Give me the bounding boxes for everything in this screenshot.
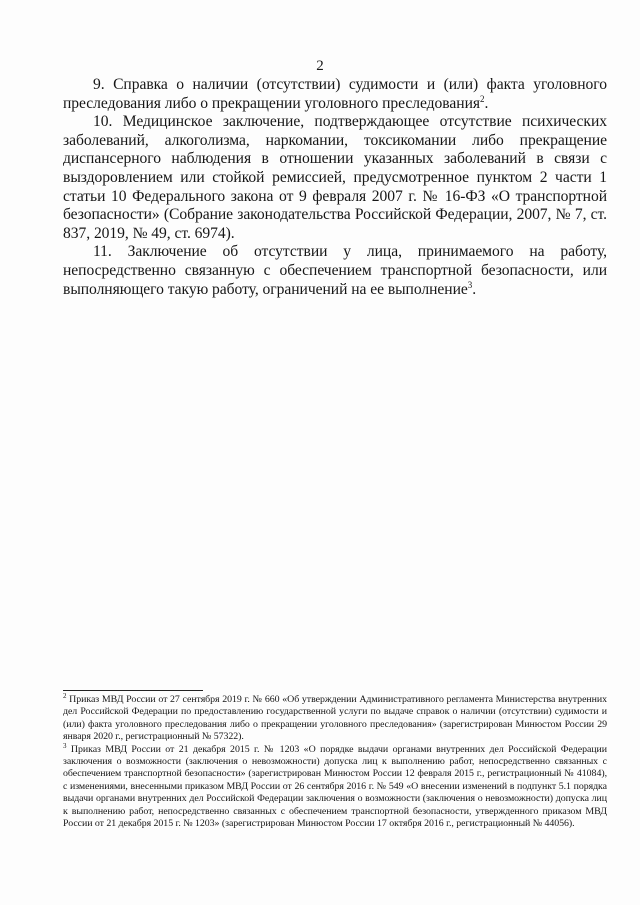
paragraph-item-11: 11. Заключение об отсутствии у лица, принимаемого на работу, непосредственно связанную с обеспечением транспортной безопасности, или выполняющего такую работу, ограничений на ее выполнение$^3$. (63, 243, 607, 298)
paragraph-item-9: 9. Справка о наличии (отсутствии) судимости и (или) факта уголовного преследования либо о прекращении уголовного преследования$^2$. (63, 76, 607, 112)
footnote-text: Приказ МВД России от 21 декабря 2015 г. № 1203 «О порядке выдачи органами внутренних дел Российской Федерации заключения о возможности (заключения о невозможности) допуска лиц к выполнению работ, непосредственно связанных с обеспечением транспортной безопасности» (зарегистрирован Минюстом России 12 февраля 2015 г., регистрационный № 41084), с изменениями, внесенными приказом МВД России от 26 сентября 2016 г. № 549 «О внесении изменений в подпункт 5.1 порядка выдачи органами внутренних дел Российской Федерации заключения о возможности (заключения о невозможности) допуска лиц к выполнению работ, непосредственно связанных с обеспечением транспортной безопасности, утвержденного приказом МВД России от 21 декабря 2015 г. № 1203» (зарегистрирован Минюстом России 17 октября 2016 г., регистрационный № 44056). (63, 743, 607, 830)
paragraph-item-10 (63, 113, 607, 243)
footnote-divider (63, 690, 203, 691)
footnote-reference: 2 (480, 93, 485, 104)
paragraph-text: 10. Медицинское заключение, подтверждающее отсутствие психических заболеваний, алкоголизма, наркомании, токсикомании либо прекращение диспансерного наблюдения в отношении указанных заболеваний в связи с выздоровлением или стойкой ремиссией, предусмотренное пунктом 2 части 1 статьи 10 Федерального закона от 9 февраля 2007 г. № 16-ФЗ «О транспортной безопасности» (Собрание законодательства Российской Федерации, 2007, № 7, ст. 837, 2019, № 49, ст. 6974). (63, 113, 607, 242)
footnote-text: Приказ МВД России от 27 сентября 2019 г. № 660 «Об утверждении Административного регламента Министерства внутренних дел Российской Федерации по предоставлению государственной услуги по выдаче справок о наличии (отсутствии) судимости и (или) факта уголовного преследования либо о прекращении уголовного преследования» (зарегистрирован Минюстом России 29 января 2020 г., регистрационный № 57322). (63, 694, 607, 743)
document-body (63, 76, 607, 299)
page-number: 2 (316, 58, 324, 74)
footnote-reference: 3 (467, 279, 473, 290)
footnote-mark: 3 (63, 741, 67, 750)
footnote-mark: 2 (63, 692, 67, 700)
footnote-3 (63, 741, 607, 831)
paragraph-text: 9. Справка о наличии (отсутствии) судимости и (или) факта уголовного преследования либо о прекращении уголовного преследования (63, 76, 607, 112)
paragraph-text: 11. Заключение об отсутствии у лица, принимаемого на работу, непосредственно связанную с обеспечением транспортной безопасности, или выполняющего такую работу, ограничений на ее выполнение (63, 243, 607, 298)
footnotes-section (63, 690, 607, 830)
footnote-2 (63, 694, 607, 744)
